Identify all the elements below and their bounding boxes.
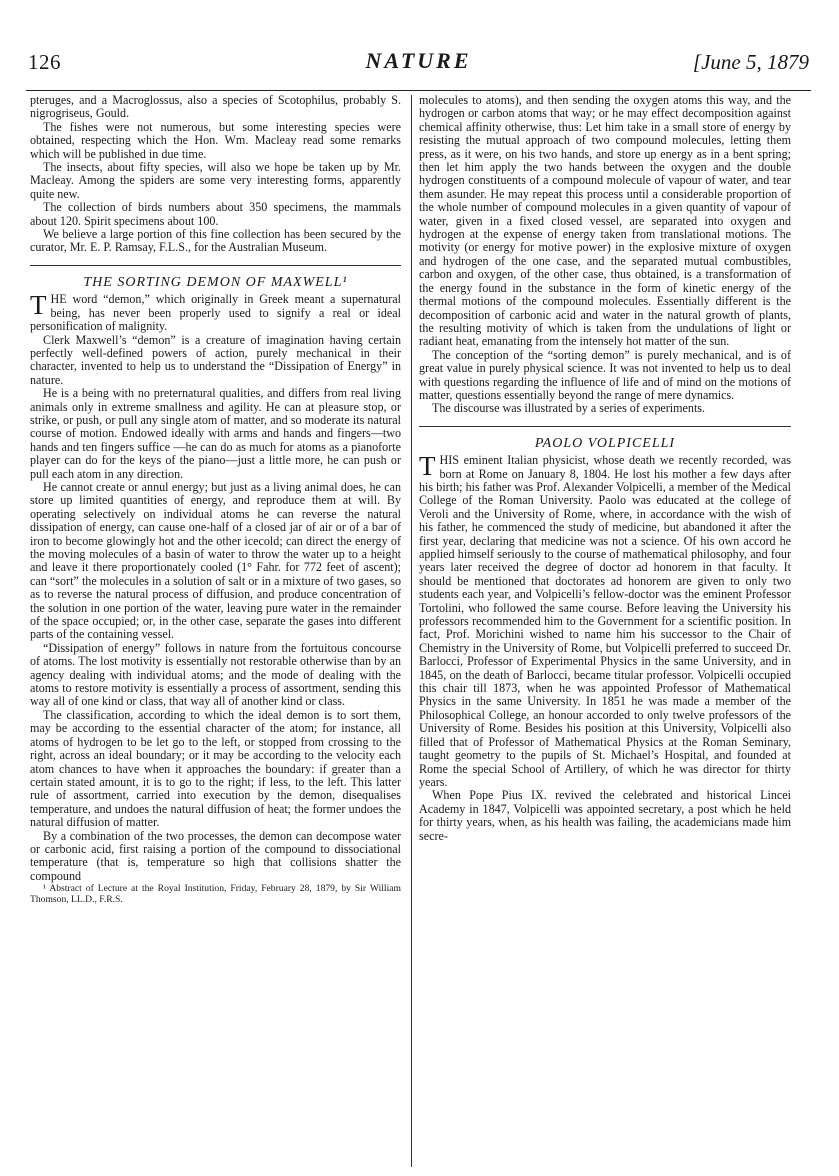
body-paragraph: When Pope Pius IX. revived the celebrated and historical Lincei Academy in 1847, Volpicelli was appointed secretary, a post which he held for thirty years, when, as his health was failing, the academicians made him secre-: [419, 788, 791, 843]
article-title-sorting-demon: THE SORTING DEMON OF MAXWELL¹: [83, 274, 348, 290]
intro-paragraph: The collection of birds numbers about 350 specimens, the mammals about 120. Spirit specimens about 100.: [30, 200, 401, 228]
drop-cap: T: [30, 290, 47, 321]
body-paragraph: He is a being with no preternatural qualities, and differs from real living animals only in extreme smallness and agility. He can at pleasure stop, or strike, or push, or pull any single atom of matter, and so moderate its natural course of motion. Endowed ideally with arms and hands and fingers—two hands and ten fingers suffice —he can do as much for atoms as a pianoforte player can do for the keys of the piano—just a little more, he can push or pull each atom in any direction.: [30, 386, 401, 481]
body-paragraph: The discourse was illustrated by a series of experiments.: [432, 401, 706, 416]
column-divider: [411, 95, 412, 1167]
journal-title: NATURE: [365, 48, 472, 73]
first-paragraph-text: HE word “demon,” which originally in Greek meant a supernatural being, has never been properly used to signify a real or ideal personification of malignity.: [30, 292, 401, 334]
body-paragraph: The conception of the “sorting demon” is purely mechanical, and is of great value in purely physical science. It was not invented to help us to deal with questions regarding the influence of life and of mind on the motions of matter, questions essentially beyond the range of mere dynamics.: [419, 347, 791, 402]
footnote: ¹ Abstract of Lecture at the Royal Institution, Friday, February 28, 1879, by Sir William Thomson, LL.D., F.R.S.: [30, 883, 401, 906]
article-title-volpicelli: PAOLO VOLPICELLI: [534, 435, 676, 451]
section-divider: [30, 265, 401, 266]
continuation-paragraph: molecules to atoms), and then sending the oxygen atoms this way, and the hydrogen or carbon atoms that way; or he may effect decomposition against chemical affinity otherwise, thus: Let him take in a small store of energy by resisting the mutual approach of two compound molecules, letting them press, as it were, on his two hands, and store up energy as in a bent spring; then let him apply the two hands between the oxygen and the double hydrogen constituents of a compound molecule of vapour of water, and tear them asunder. He may repeat this process until a considerable proportion of the whole number of compound molecules in a given quantity of vapour of water, given in a fixed closed vessel, are separated into oxygen and hydrogen at the expense of energy taken from translational motions. The motivity (or energy for motive power) in the explosive mixture of oxygen and hydrogen of the one case, and the separated mutual combustibles, carbon and oxygen, of the other case, thus obtained, is a transformation of the energy found in the substance in the form of kinetic energy of the thermal motions of the compound molecules. Essentially different is the decomposition of carbonic acid and water in the natural growth of plants, the resulting motivity of which is taken from the undulations of light or radiant heat, emanating from the intensely hot matter of the sun.: [419, 93, 791, 349]
page-number: 126: [28, 50, 61, 74]
intro-paragraph: The fishes were not numerous, but some interesting species were obtained, respecting which the Hon. Wm. Macleay read some remarks which will be published in due time.: [30, 119, 401, 161]
article-first-paragraph: [419, 451, 791, 789]
right-column: [419, 94, 791, 843]
drop-cap: T: [419, 451, 436, 482]
intro-paragraph: We believe a large portion of this fine collection has been secured by the curator, Mr. E. P. Ramsay, F.L.S., for the Australian Museum.: [30, 227, 401, 255]
section-divider: [419, 426, 791, 427]
first-paragraph-text: HIS eminent Italian physicist, whose death we recently recorded, was born at Rome on January 8, 1804. He lost his mother a few days after his birth; his father was Prof. Alexander Volpicelli, a member of the Medical College of the Roman University. Paolo was educated at the college of Veroli and the University of Rome, where, in accordance with the wish of his father, he commenced the study of medicine, but abandoned it after the first year, declaring that medicine was not a science. Of his own accord he applied himself seriously to the course of mathematical philosophy, and four years later received the degree of doctor ad honorem in that faculty. It should be mentioned that doctorates ad honorem are given to only two students each year, and Volpicelli’s fellow-doctor was the eminent Professor Tortolini, who followed the same course. Before leaving the University his professors recommended him to the Government for a scientific position. In fact, Prof. Morichini wished to name him his successor to the Chair of Chemistry in the University of Rome, but Volpicelli preferred to succeed Dr. Barlocci, Professor of Experimental Physics in the same University, and in 1845, on the death of Barlocci, became titular professor. Volpicelli occupied this chair till 1873, when he was appointed Professor of Mathematical Physics in the same University. In 1851 he was made a member of the Philosophical College, an honour accorded to only twelve professors of the University of Rome. Besides his position at this University, Volpicelli also filled that of Professor of Mathematical Physics at the Roman Seminary, taught geometry to the pupils of St. Michael’s Hospital, and founded at Rome the special School of Artillery, of which he was director for thirty years.: [419, 453, 791, 789]
article-first-paragraph: [30, 290, 401, 334]
left-column: [30, 94, 401, 905]
body-paragraph: Clerk Maxwell’s “demon” is a creature of imagination having certain perfectly well-defined powers of action, purely mechanical in their character, invented to help us to understand the “Dissipation of Energy” in nature.: [30, 332, 401, 387]
issue-date: [June 5, 1879: [692, 50, 809, 74]
body-paragraph: He cannot create or annul energy; but just as a living animal does, he can store up limited quantities of energy, and reproduce them at will. By operating selectively on individual atoms he can reverse the natural dissipation of energy, can cause one-half of a closed jar of air or of a bar of iron to become glowingly hot and the other icecold; can direct the energy of the moving molecules of a basin of water to throw the water up to a height and leave it there proportionately cooled (1° Fahr. for 772 feet of ascent); can “sort” the molecules in a solution of salt or in a mixture of two gases, so as to reverse the natural process of diffusion, and produce concentration of the solution in one portion of the water, leaving pure water in the remainder of the space occupied; or, in the other case, separate the gases into different parts of the containing vessel.: [30, 479, 401, 642]
intro-paragraph: pteruges, and a Macroglossus, also a species of Scotophilus, probably S. nigrogriseus, Gould.: [30, 93, 401, 121]
body-paragraph: By a combination of the two processes, the demon can decompose water or carbonic acid, first raising a portion of the compound to dissociational temperature (that is, temperature so high that collisions shatter the compound: [30, 828, 401, 883]
header-rule: [26, 90, 811, 91]
page-header: [28, 50, 809, 90]
body-paragraph: “Dissipation of energy” follows in nature from the fortuitous concourse of atoms. The lost motivity is essentially not restorable otherwise than by an agency dealing with individual atoms; and the mode of dealing with the atoms to restore motivity is essentially a process of assortment, sending this way all of one kind or class, that way all of another kind or class.: [30, 640, 401, 709]
intro-paragraph: The insects, about fifty species, will also we hope be taken up by Mr. Macleay. Among the spiders are some very interesting forms, apparently quite new.: [30, 160, 401, 201]
body-paragraph: The classification, according to which the ideal demon is to sort them, may be according to the essential character of the atom; for instance, all atoms of hydrogen to be let go to the left, or stopped from crossing to the right, across an ideal boundary; or it may be according to the velocity each atom chances to have when it approaches the boundary: if greater than a certain stated amount, it is to go to the right; if less, to the left. This latter rule of assortment, carried into execution by the demon, disequalises temperature, and undoes the natural diffusion of heat; the former undoes the natural diffusion of matter.: [30, 707, 401, 830]
